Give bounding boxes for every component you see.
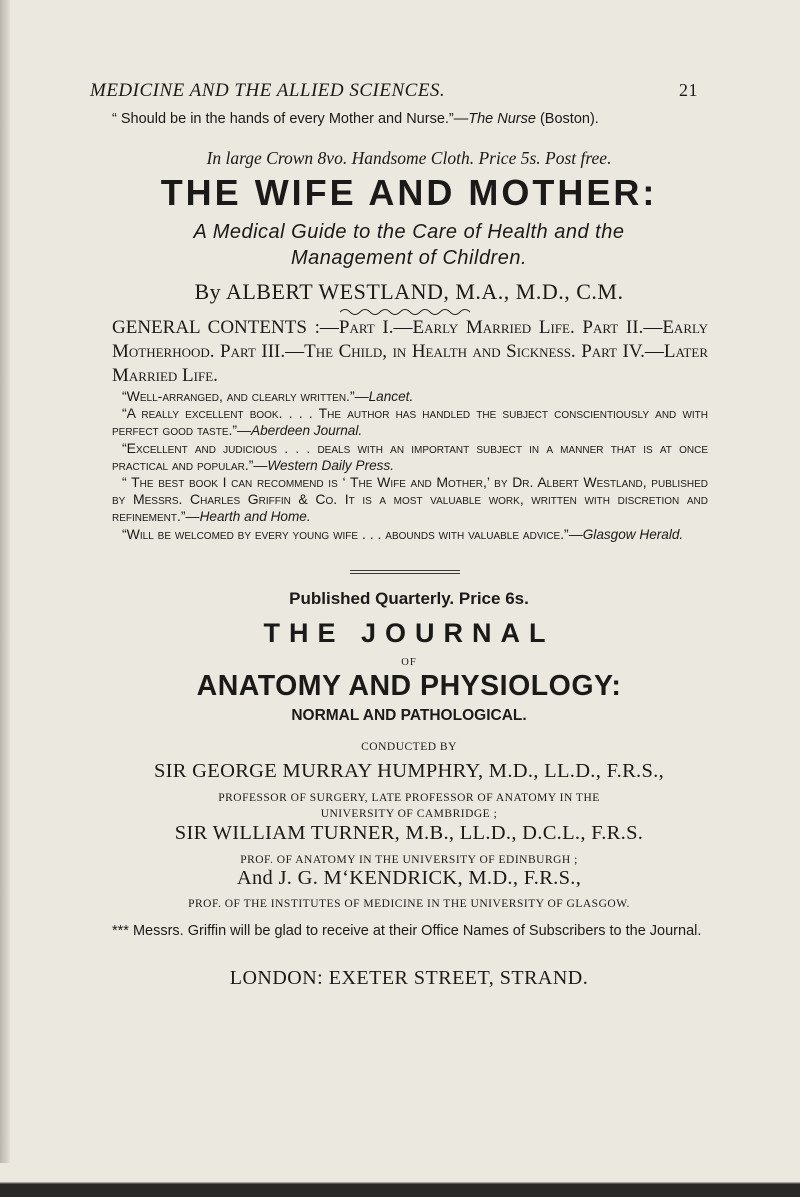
review-quote: “Will be welcomed by every young wife . . . abounds with valuable advice.”— — [122, 525, 583, 542]
bottom-edge — [0, 1163, 800, 1197]
review-quote: “Well-arranged, and clearly written.”— — [122, 388, 369, 404]
contents-text: :—Part I.—Early Married Life. Part II.—Early Motherhood. Part III.—The Child, in Health and Sickness. Part IV.—Later Married Life. — [112, 317, 709, 386]
page-number: 21 — [679, 80, 698, 100]
review-quote: “Excellent and judicious . . . deals with an important subject in a manner that is at once practical and popular.”— — [112, 439, 708, 473]
general-contents — [112, 316, 708, 388]
top-quote-source: The Nurse — [468, 111, 536, 127]
editor-desc-line: PROFESSOR OF SURGERY, LATE PROFESSOR OF ANATOMY IN THE — [218, 792, 600, 804]
imprint: LONDON: EXETER STREET, STRAND. — [229, 967, 589, 989]
journal-of: OF — [401, 657, 417, 668]
running-head — [90, 80, 698, 102]
book-subtitle-line1: A Medical Guide to the Care of Health and the — [193, 221, 625, 243]
editor-desc-line: PROF. OF ANATOMY IN THE UNIVERSITY OF EDINBURGH ; — [240, 854, 578, 866]
review-item — [112, 474, 708, 526]
editor-name: And J. G. M‘KENDRICK, M.D., F.R.S., — [236, 867, 582, 889]
subscriber-note: *** Messrs. Griffin will be glad to receive at their Office Names of Subscribers to the Journal. — [112, 923, 702, 939]
journal-subject: ANATOMY AND PHYSIOLOGY: — [196, 670, 622, 702]
review-source: Glasgow Herald. — [582, 526, 684, 542]
review-item — [112, 440, 708, 474]
review-quote: “A really excellent book. . . . The author has handled the subject conscientiously and with perfect good taste.”— — [112, 405, 708, 439]
conducted-by: CONDUCTED BY — [361, 741, 457, 753]
editor-name: SIR GEORGE MURRAY HUMPHRY, M.D., LL.D., F.R.S., — [153, 760, 665, 782]
editor-description — [112, 852, 706, 868]
reviews — [112, 388, 708, 543]
editor-desc-line: PROF. OF THE INSTITUTES OF MEDICINE IN THE UNIVERSITY OF GLASGOW. — [188, 898, 630, 910]
editor-description — [112, 896, 706, 912]
top-quote — [112, 111, 712, 127]
journal-title: THE JOURNAL — [263, 618, 555, 648]
review-item — [112, 405, 708, 439]
page-edge-shadow — [0, 0, 10, 1197]
book-author: By ALBERT WESTLAND, M.A., M.D., C.M. — [194, 279, 624, 304]
journal-subtitle: NORMAL AND PATHOLOGICAL. — [291, 707, 527, 724]
book-subtitle — [112, 219, 706, 271]
top-quote-location: (Boston). — [535, 111, 599, 127]
review-item — [112, 388, 708, 405]
review-source: Aberdeen Journal. — [251, 423, 363, 439]
journal-published: Published Quarterly. Price 6s. — [289, 589, 529, 608]
review-source: Hearth and Home. — [199, 509, 311, 525]
book-title: THE WIFE AND MOTHER: — [160, 172, 658, 213]
review-source: Lancet. — [368, 389, 414, 404]
contents-label: GENERAL CONTENTS — [112, 317, 307, 338]
top-quote-text: “ Should be in the hands of every Mother and Nurse.”— — [112, 111, 469, 127]
book-subtitle-line2: Management of Children. — [290, 247, 528, 269]
section-divider — [350, 570, 460, 571]
book-format-line: In large Crown 8vo. Handsome Cloth. Price 5s. Post free. — [206, 148, 612, 168]
editor-description — [112, 790, 706, 822]
review-source: Western Daily Press. — [267, 457, 395, 473]
section-divider — [350, 573, 460, 574]
review-item — [112, 526, 708, 543]
editor-desc-line: UNIVERSITY OF CAMBRIDGE ; — [320, 808, 498, 820]
editor-name: SIR WILLIAM TURNER, M.B., LL.D., D.C.L., F.R.S. — [174, 822, 644, 844]
review-quote: “ The best book I can recommend is ‘ The Wife and Mother,’ by Dr. Albert Westland, published by Messrs. Charles Griffin & Co. It is a most valuable work, written with discretion and refinement.”— — [112, 474, 708, 525]
running-head-title: MEDICINE AND THE ALLIED SCIENCES. — [90, 80, 446, 101]
